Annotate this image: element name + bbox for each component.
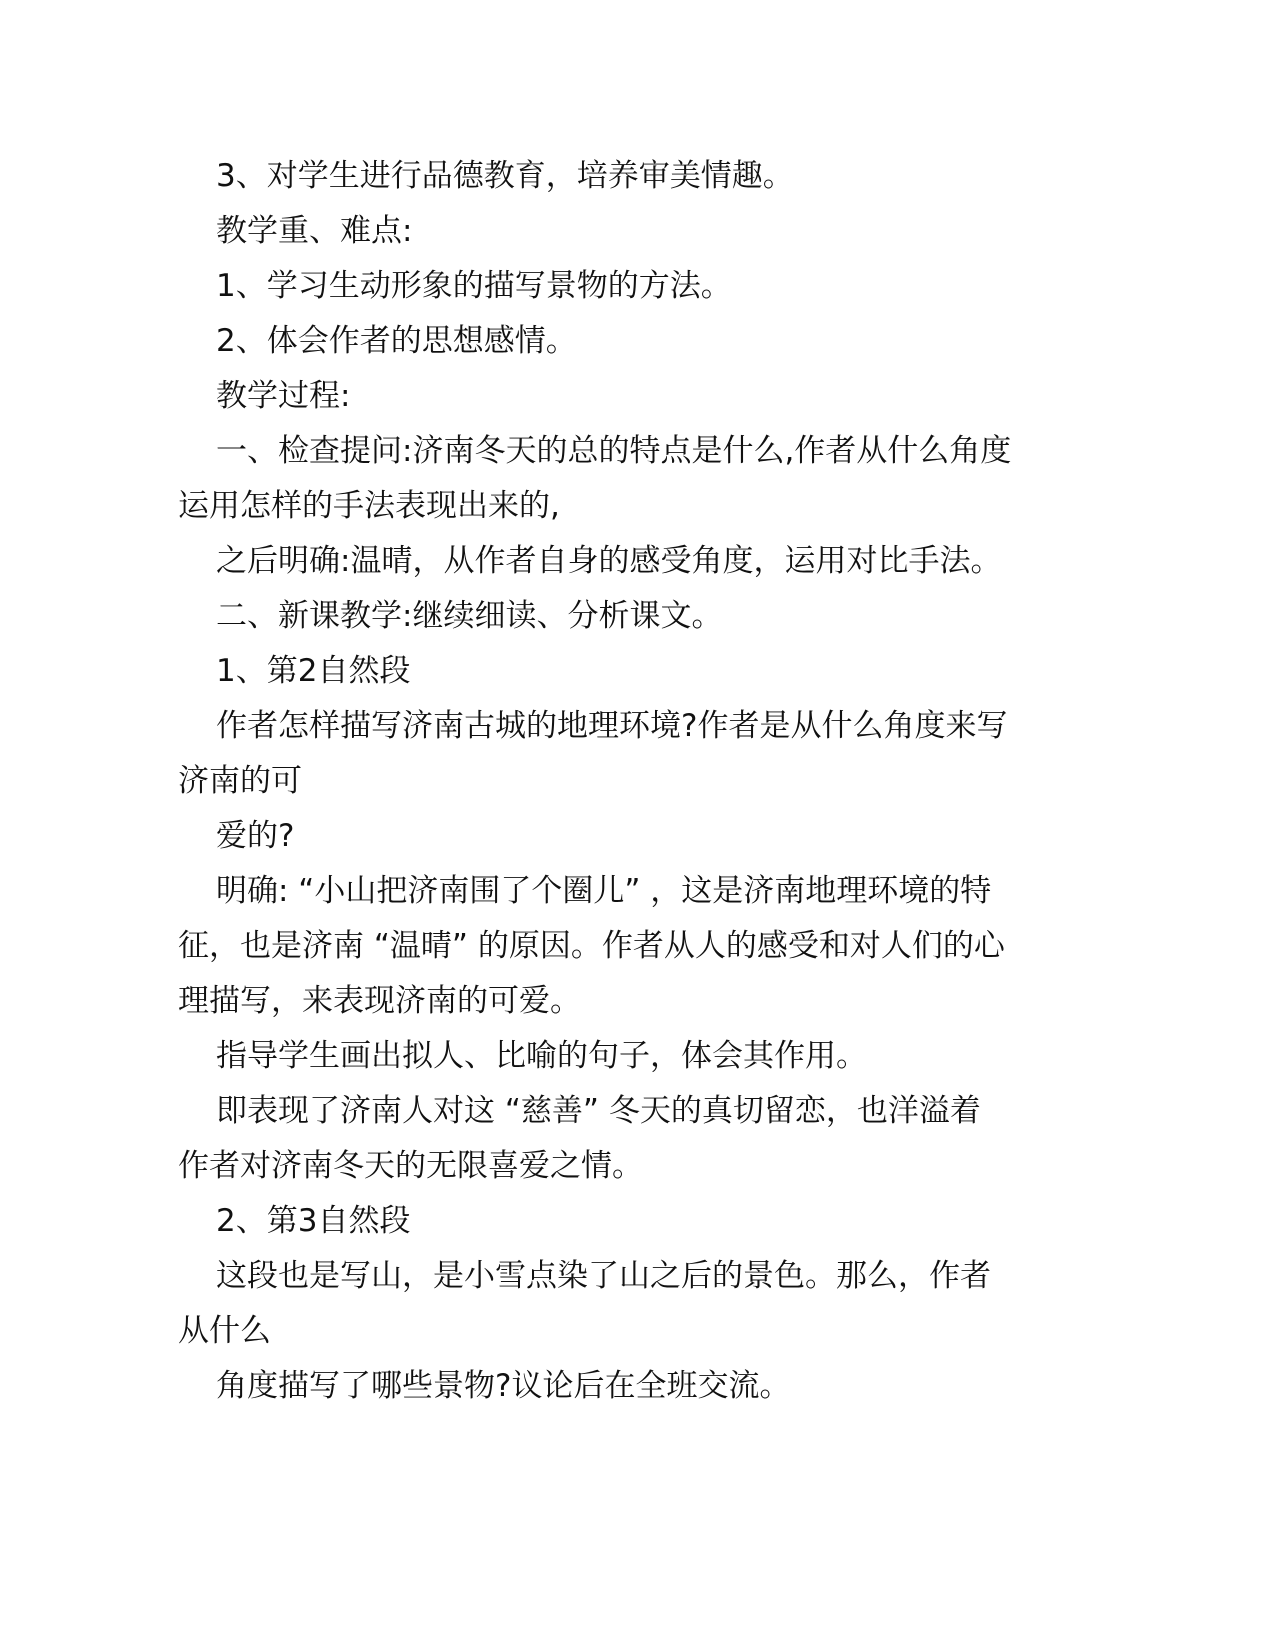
paragraph xyxy=(178,534,1058,589)
text-line: 从什么 xyxy=(178,1313,271,1349)
text-line: 角度描写了哪些景物?议论后在全班交流。 xyxy=(216,1368,791,1404)
paragraph xyxy=(178,424,1058,534)
text-line: 3、对学生进行品德教育，培养审美情趣。 xyxy=(216,158,794,194)
text-line: 指导学生画出拟人、比喻的句子，体会其作用。 xyxy=(216,1038,867,1074)
paragraph xyxy=(178,149,1058,204)
paragraph xyxy=(178,1249,1058,1359)
text-line: 二、新课教学:继续细读、分析课文。 xyxy=(216,598,723,634)
text-line: 一、检查提问:济南冬天的总的特点是什么,作者从什么角度 xyxy=(216,433,1012,469)
text-line: 1、第2自然段 xyxy=(216,653,411,689)
paragraph xyxy=(178,699,1058,809)
text-line: 2、第3自然段 xyxy=(216,1203,411,1239)
paragraph xyxy=(178,259,1058,314)
text-line: 之后明确:温晴，从作者自身的感受角度，运用对比手法。 xyxy=(216,543,1002,579)
text-line: 教学过程: xyxy=(216,378,351,414)
paragraph xyxy=(178,1084,1058,1194)
paragraph xyxy=(178,314,1058,369)
text-line: 运用怎样的手法表现出来的, xyxy=(178,488,560,524)
text-line: 2、体会作者的思想感情。 xyxy=(216,323,577,359)
text-line: 征，也是济南 “温晴” 的原因。作者从人的感受和对人们的心 xyxy=(178,928,1005,964)
text-line: 爱的? xyxy=(216,818,295,854)
paragraph xyxy=(178,809,1058,864)
text-line: 1、学习生动形象的描写景物的方法。 xyxy=(216,268,732,304)
text-line: 即表现了济南人对这 “慈善” 冬天的真切留恋，也洋溢着 xyxy=(216,1093,981,1129)
paragraph xyxy=(178,1029,1058,1084)
paragraph xyxy=(178,644,1058,699)
paragraph xyxy=(178,1359,1058,1414)
paragraph xyxy=(178,204,1058,259)
text-line: 作者对济南冬天的无限喜爱之情。 xyxy=(178,1148,643,1184)
text-line: 作者怎样描写济南古城的地理环境?作者是从什么角度来写 xyxy=(216,708,1008,744)
paragraph xyxy=(178,369,1058,424)
text-line: 理描写，来表现济南的可爱。 xyxy=(178,983,581,1019)
text-line: 这段也是写山，是小雪点染了山之后的景色。那么，作者 xyxy=(216,1258,991,1294)
text-line: 济南的可 xyxy=(178,763,302,799)
paragraph xyxy=(178,864,1058,1029)
text-line: 明确: “小山把济南围了个圈儿” ，这是济南地理环境的特 xyxy=(216,873,992,909)
text-line: 教学重、难点: xyxy=(216,213,413,249)
paragraph xyxy=(178,589,1058,644)
paragraph xyxy=(178,1194,1058,1249)
document-body xyxy=(178,149,1058,1414)
